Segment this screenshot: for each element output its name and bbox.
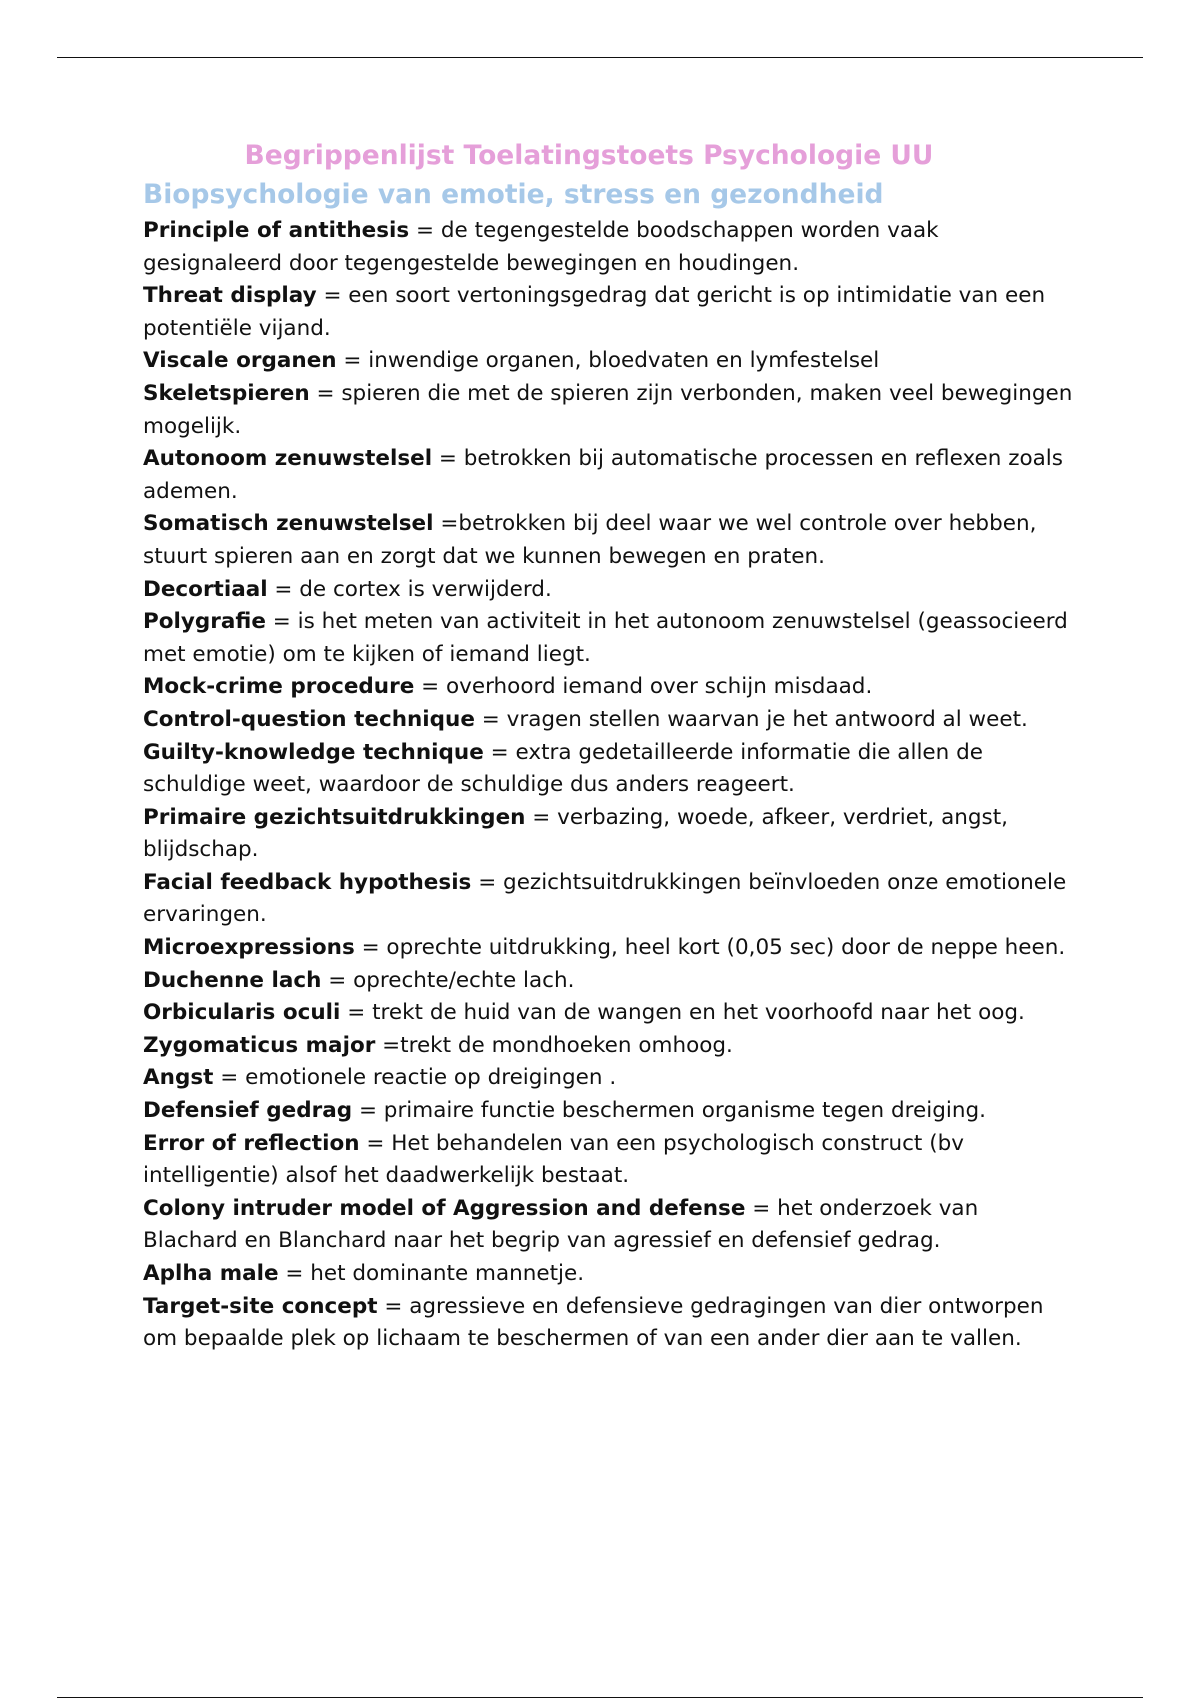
glossary-definition: = oprechte uitdrukking, heel kort (0,05 sec) door de neppe heen. bbox=[354, 935, 1066, 961]
glossary-term: Orbicularis oculi bbox=[143, 1000, 341, 1026]
glossary-term: Guilty-knowledge technique bbox=[143, 739, 484, 765]
glossary-term: Error of reflection bbox=[143, 1130, 360, 1156]
glossary-definition: = trekt de huid van de wangen en het voorhoofd naar het oog. bbox=[340, 1000, 1025, 1026]
glossary-term: Skeletspieren bbox=[143, 380, 310, 406]
glossary-term: Principle of antithesis bbox=[143, 218, 410, 243]
glossary-entry bbox=[143, 345, 1073, 378]
glossary-entry bbox=[143, 1128, 1073, 1193]
glossary-entry bbox=[143, 867, 1073, 932]
glossary-entry bbox=[143, 737, 1073, 802]
glossary-definition: = spieren die met de spieren zijn verbonden, maken veel bewegingen mogelijk. bbox=[143, 380, 1073, 439]
glossary-entry bbox=[143, 574, 1073, 607]
glossary-definition: = het dominante mannetje. bbox=[278, 1261, 585, 1286]
section-heading: Biopsychologie van emotie, stress en gezondheid bbox=[143, 179, 884, 210]
glossary-entry bbox=[143, 671, 1073, 704]
glossary-definition: = inwendige organen, bloedvaten en lymfestelsel bbox=[336, 348, 880, 374]
glossary-entry bbox=[143, 1062, 1073, 1095]
glossary-definition: = is het meten van activiteit in het autonoom zenuwstelsel (geassocieerd met emotie) om te kijken of iemand liegt. bbox=[143, 609, 1068, 667]
glossary-entry bbox=[143, 1030, 1073, 1063]
glossary-entry bbox=[143, 1193, 1073, 1258]
glossary-term: Somatisch zenuwstelsel bbox=[143, 511, 434, 537]
glossary-term: Primaire gezichtsuitdrukkingen bbox=[143, 804, 526, 830]
glossary-definition: = de cortex is verwijderd. bbox=[267, 576, 552, 602]
glossary-term: Mock-crime procedure bbox=[143, 674, 415, 700]
glossary-entry bbox=[143, 443, 1073, 508]
glossary-definition: = agressieve en defensieve gedragingen van dier ontworpen om bepaalde plek op lichaam te beschermen of van een ander dier aan te vallen. bbox=[143, 1293, 1044, 1352]
glossary-term: Aplha male bbox=[143, 1261, 279, 1286]
glossary-entry bbox=[143, 932, 1073, 965]
glossary-term: Defensief gedrag bbox=[143, 1098, 353, 1124]
glossary-definition: = gezichtsuitdrukkingen beïnvloeden onze emotionele ervaringen. bbox=[143, 869, 1067, 928]
glossary-definition: = Het behandelen van een psychologisch construct (bv intelligentie) alsof het daadwerkelijk bestaat. bbox=[143, 1130, 964, 1189]
glossary-definition: = oprechte/echte lach. bbox=[321, 967, 575, 993]
glossary-term: Threat display bbox=[143, 283, 317, 309]
glossary-definition: = overhoord iemand over schijn misdaad. bbox=[414, 674, 873, 700]
glossary-term: Angst bbox=[143, 1065, 214, 1091]
glossary-definition: = primaire functie beschermen organisme tegen dreiging. bbox=[352, 1098, 986, 1124]
glossary-entry bbox=[143, 1258, 1073, 1291]
glossary-definition: = extra gedetailleerde informatie die allen de schuldige weet, waardoor de schuldige dus anders reageert. bbox=[143, 739, 983, 798]
glossary-term: Target-site concept bbox=[143, 1293, 378, 1319]
glossary-term: Zygomaticus major bbox=[143, 1032, 376, 1058]
glossary-term: Microexpressions bbox=[143, 935, 355, 961]
glossary-entry bbox=[143, 378, 1073, 443]
glossary-entry bbox=[143, 965, 1073, 998]
glossary-term: Control-question technique bbox=[143, 706, 475, 732]
footer-rule bbox=[57, 1697, 1143, 1698]
glossary-term: Colony intruder model of Aggression and defense bbox=[143, 1195, 746, 1221]
glossary-definition: = het onderzoek van Blachard en Blanchard naar het begrip van agressief en defensief gedrag. bbox=[143, 1195, 979, 1254]
glossary-entry bbox=[143, 997, 1073, 1030]
glossary-term: Facial feedback hypothesis bbox=[143, 869, 472, 895]
document-title: Begrippenlijst Toelatingstoets Psychologie UU bbox=[244, 140, 934, 171]
glossary-entry bbox=[143, 508, 1073, 573]
glossary-entry bbox=[143, 1291, 1073, 1356]
glossary-term: Duchenne lach bbox=[143, 967, 322, 993]
header-rule bbox=[57, 57, 1143, 58]
glossary-definition: =betrokken bij deel waar we wel controle over hebben, stuurt spieren aan en zorgt dat we kunnen bewegen en praten. bbox=[143, 511, 1037, 569]
glossary-definition: = vragen stellen waarvan je het antwoord al weet. bbox=[474, 706, 1028, 732]
glossary-definition: = verbazing, woede, afkeer, verdriet, angst, blijdschap. bbox=[143, 804, 1008, 863]
glossary-entry bbox=[143, 280, 1073, 345]
glossary-definition: = emotionele reactie op dreigingen . bbox=[213, 1065, 617, 1091]
glossary-entry bbox=[143, 704, 1073, 737]
glossary-term: Viscale organen bbox=[143, 348, 337, 374]
glossary-entry bbox=[143, 1095, 1073, 1128]
glossary-entry bbox=[143, 802, 1073, 867]
glossary-definition: = de tegengestelde boodschappen worden vaak gesignaleerd door tegengestelde bewegingen en houdingen. bbox=[143, 218, 939, 276]
glossary-term: Polygrafie bbox=[143, 609, 266, 635]
glossary-definition: = betrokken bij automatische processen en reflexen zoals ademen. bbox=[143, 446, 1063, 504]
glossary-list bbox=[143, 215, 1073, 1356]
glossary-term: Autonoom zenuwstelsel bbox=[143, 446, 433, 472]
page-content bbox=[143, 137, 1073, 1356]
glossary-term: Decortiaal bbox=[143, 576, 268, 602]
glossary-entry bbox=[143, 606, 1073, 671]
glossary-entry bbox=[143, 215, 1073, 280]
glossary-definition: =trekt de mondhoeken omhoog. bbox=[375, 1032, 733, 1058]
glossary-definition: = een soort vertoningsgedrag dat gericht is op intimidatie van een potentiële vijand. bbox=[143, 283, 1046, 341]
